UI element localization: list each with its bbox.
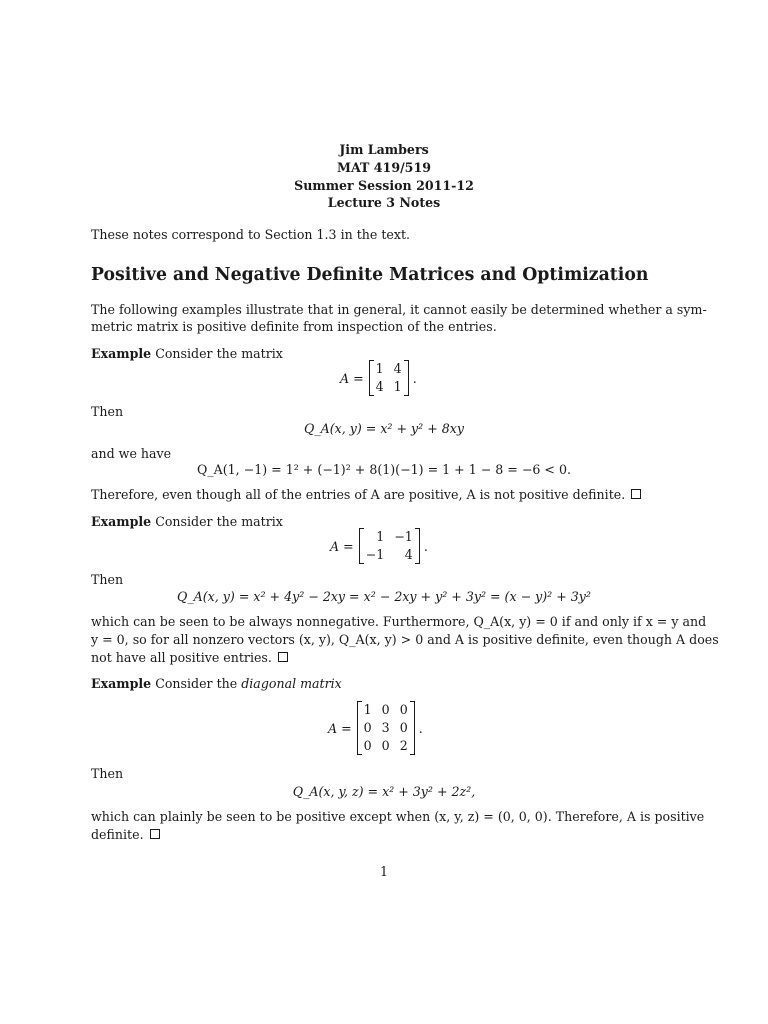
example1-and-we-have: and we have	[91, 446, 172, 461]
matrix-lhs: A =	[330, 538, 354, 554]
matrix-cell: 0	[399, 702, 408, 717]
example1-then: Then	[91, 404, 124, 419]
example2-matrix-eq: A = 1 −1 −1 4 .	[330, 529, 428, 562]
example3-intro	[91, 676, 342, 691]
example3-line2	[91, 827, 160, 842]
example1-conclusion-text: Therefore, even though all of the entries of A are positive, A is not positive definite.	[91, 487, 626, 502]
matrix-cell: −1	[394, 529, 413, 544]
matrix-a3	[357, 701, 415, 755]
matrix-cell: −1	[365, 547, 385, 562]
matrix-cell: 4	[404, 547, 413, 562]
example2-line1: which can be seen to be always nonnegative. Furthermore, Q_A(x, y) = 0 if and only if x = y and	[91, 614, 707, 629]
matrix-lhs: A =	[328, 720, 352, 736]
example3-intro-italic: diagonal matrix	[241, 676, 342, 691]
matrix-cell: 0	[381, 738, 390, 753]
example2-line2: y = 0, so for all nonzero vectors (x, y), Q_A(x, y) > 0 and A is positive definite, even though A does	[91, 632, 719, 647]
session-line: Summer Session 2011-12	[294, 178, 474, 193]
example3-equation1: Q_A(x, y, z) = x² + 3y² + 2z²,	[292, 784, 476, 799]
matrix-cell: 1	[363, 702, 372, 717]
example3-line1: which can plainly be seen to be positive except when (x, y, z) = (0, 0, 0). Therefore, A is positive	[91, 809, 705, 824]
section-heading: Positive and Negative Definite Matrices and Optimization	[91, 265, 649, 285]
example1-intro	[91, 346, 283, 361]
matrix-cell: 0	[381, 702, 390, 717]
qed-square-icon	[150, 829, 160, 839]
matrix-cell: 2	[399, 738, 408, 753]
matrix-a1	[369, 360, 409, 396]
para1-line2: metric matrix is positive definite from inspection of the entries.	[91, 319, 497, 334]
example1-equation1: Q_A(x, y) = x² + y² + 8xy	[304, 421, 464, 436]
example1-equation2: Q_A(1, −1) = 1² + (−1)² + 8(1)(−1) = 1 + 1 − 8 = −6 < 0.	[197, 462, 571, 477]
example-label: Example	[91, 676, 152, 691]
example1-intro-text: Consider the matrix	[155, 346, 283, 361]
example3-intro-text: Consider the	[155, 676, 238, 691]
matrix-cell: 3	[381, 720, 390, 735]
intro-text: These notes correspond to Section 1.3 in the text.	[91, 227, 411, 242]
example3-line2-text: definite.	[91, 827, 144, 842]
matrix-cell: 4	[393, 361, 402, 376]
example-label: Example	[91, 346, 152, 361]
example-label: Example	[91, 514, 152, 529]
matrix-cell: 0	[363, 720, 372, 735]
course-line: MAT 419/519	[337, 160, 431, 175]
example2-line3	[91, 650, 288, 665]
qed-square-icon	[278, 652, 288, 662]
page-number: 1	[379, 864, 388, 879]
example3-matrix-eq: A = 1 0 0 0 3 0 0 0 2 .	[328, 702, 423, 753]
matrix-cell: 1	[393, 379, 402, 394]
matrix-cell: 4	[375, 379, 384, 394]
example3-then: Then	[91, 766, 124, 781]
matrix-cell: 0	[363, 738, 372, 753]
para1-line1: The following examples illustrate that in general, it cannot easily be determined whether a sym-	[91, 302, 707, 317]
example2-then: Then	[91, 572, 124, 587]
example1-conclusion	[91, 487, 641, 502]
example2-line3-text: not have all positive entries.	[91, 650, 272, 665]
example2-intro-text: Consider the matrix	[155, 514, 283, 529]
example1-matrix-eq: A = 1 4 4 1 .	[340, 361, 417, 394]
matrix-cell: 1	[376, 529, 385, 544]
example2-equation1: Q_A(x, y) = x² + 4y² − 2xy = x² − 2xy + y² + 3y² = (x − y)² + 3y²	[177, 589, 591, 604]
lecture-line: Lecture 3 Notes	[327, 195, 441, 210]
qed-square-icon	[631, 489, 641, 499]
section-title	[91, 265, 648, 285]
author-line: Jim Lambers	[339, 142, 429, 157]
matrix-cell: 0	[399, 720, 408, 735]
matrix-cell: 1	[375, 361, 384, 376]
matrix-lhs: A =	[340, 370, 364, 386]
matrix-a2	[359, 528, 420, 564]
example2-intro	[91, 514, 283, 529]
